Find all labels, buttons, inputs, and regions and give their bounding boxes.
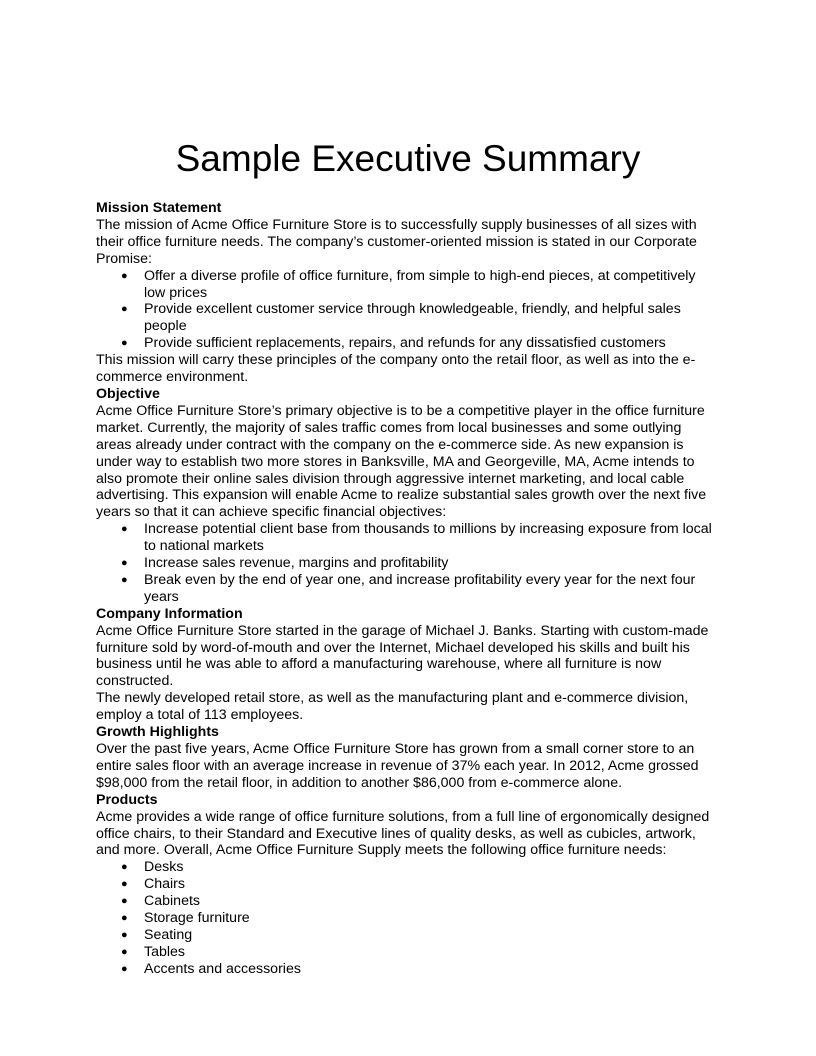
list-item — [96, 927, 720, 944]
mission-intro: The mission of Acme Office Furniture Store is to successfully supply businesses of all sizes with their office furniture needs. The company’s customer-oriented mission is stated in our Corporate Promise: — [96, 216, 697, 267]
document-title: Sample Executive Summary — [175, 138, 641, 179]
products-bullet-list — [96, 859, 720, 977]
mission-bullet-list — [96, 268, 720, 353]
list-item-text: Offer a diverse profile of office furniture, from simple to high-end pieces, at competitively low prices — [144, 267, 696, 301]
list-item — [96, 301, 720, 335]
list-item-text: Increase sales revenue, margins and profitability — [144, 555, 449, 572]
mission-heading: Mission Statement — [96, 200, 222, 216]
bullet-icon: ● — [121, 303, 128, 316]
list-item-text: Provide sufficient replacements, repairs, and refunds for any dissatisfied customers — [144, 335, 666, 352]
objective-bullet-list — [96, 521, 720, 606]
list-item-text: Provide excellent customer service through knowledgeable, friendly, and helpful sales people — [144, 301, 681, 335]
list-item — [96, 521, 720, 555]
bullet-icon: ● — [121, 573, 128, 586]
bullet-icon: ● — [121, 895, 128, 908]
list-item-text: Cabinets — [144, 893, 200, 910]
company-paragraph-1: Acme Office Furniture Store started in the garage of Michael J. Banks. Starting with custom-made furniture sold by word-of-mouth and over the Internet, Michael developed his skills and built his business until he was able to afford a manufacturing warehouse, where all furniture is now constructed. — [96, 622, 709, 690]
bullet-icon: ● — [121, 945, 128, 958]
list-item-text: Desks — [144, 859, 184, 876]
list-item — [96, 893, 720, 910]
list-item — [96, 335, 720, 352]
mission-outro: This mission will carry these principles of the company onto the retail floor, as well as into the e-commerce environment. — [96, 352, 696, 386]
list-item — [96, 876, 720, 893]
list-item — [96, 910, 720, 927]
bullet-icon: ● — [121, 912, 128, 925]
list-item — [96, 859, 720, 876]
bullet-icon: ● — [121, 269, 128, 282]
growth-paragraph: Over the past five years, Acme Office Furniture Store has grown from a small corner store to an entire sales floor with an average increase in revenue of 37% each year. In 2012, Acme grossed $98,000 from the retail floor, in addition to another $86,000 from e-commerce alone. — [96, 741, 699, 791]
objective-heading: Objective — [96, 385, 160, 402]
bullet-icon: ● — [121, 861, 128, 874]
bullet-icon: ● — [121, 962, 128, 975]
list-item — [96, 268, 720, 302]
list-item-text: Seating — [144, 926, 193, 943]
objective-intro: Acme Office Furniture Store’s primary objective is to be a competitive player in the office furniture market. Currently, the majority of sales traffic comes from local businesses and some outlying areas already under contract with the company on the e-commerce side. As new expansion is under way to establish two more stores in Banksville, MA and Georgeville, MA, Acme intends to also promote their online sales division through aggressive internet marketing, and local cable advertising. This expansion will enable Acme to realize substantial sales growth over the next five years so that it can achieve specific financial objectives: — [96, 402, 707, 521]
list-item — [96, 944, 720, 961]
list-item-text: Accents and accessories — [144, 960, 301, 977]
bullet-icon: ● — [121, 928, 128, 941]
growth-heading: Growth Highlights — [96, 724, 219, 741]
bullet-icon: ● — [121, 878, 128, 891]
list-item-text: Tables — [144, 943, 186, 960]
list-item — [96, 572, 720, 606]
list-item-text: Storage furniture — [144, 910, 250, 927]
document-body — [96, 200, 720, 978]
bullet-icon: ● — [121, 337, 128, 350]
bullet-icon: ● — [121, 523, 128, 536]
list-item — [96, 961, 720, 978]
list-item-text: Break even by the end of year one, and increase profitability every year for the next four years — [144, 571, 696, 605]
list-item-text: Chairs — [144, 876, 185, 893]
products-heading: Products — [96, 791, 158, 808]
bullet-icon: ● — [121, 557, 128, 570]
list-item — [96, 555, 720, 572]
company-paragraph-2: The newly developed retail store, as well as the manufacturing plant and e-commerce division, employ a total of 113 employees. — [96, 690, 689, 724]
list-item-text: Increase potential client base from thousands to millions by increasing exposure from local to national markets — [144, 521, 712, 555]
company-heading: Company Information — [96, 605, 243, 622]
products-intro: Acme provides a wide range of office furniture solutions, from a full line of ergonomically designed office chairs, to their Standard and Executive lines of quality desks, as well as cubicles, artwork, and more. Overall, Acme Office Furniture Supply meets the following office furniture needs: — [96, 808, 710, 859]
